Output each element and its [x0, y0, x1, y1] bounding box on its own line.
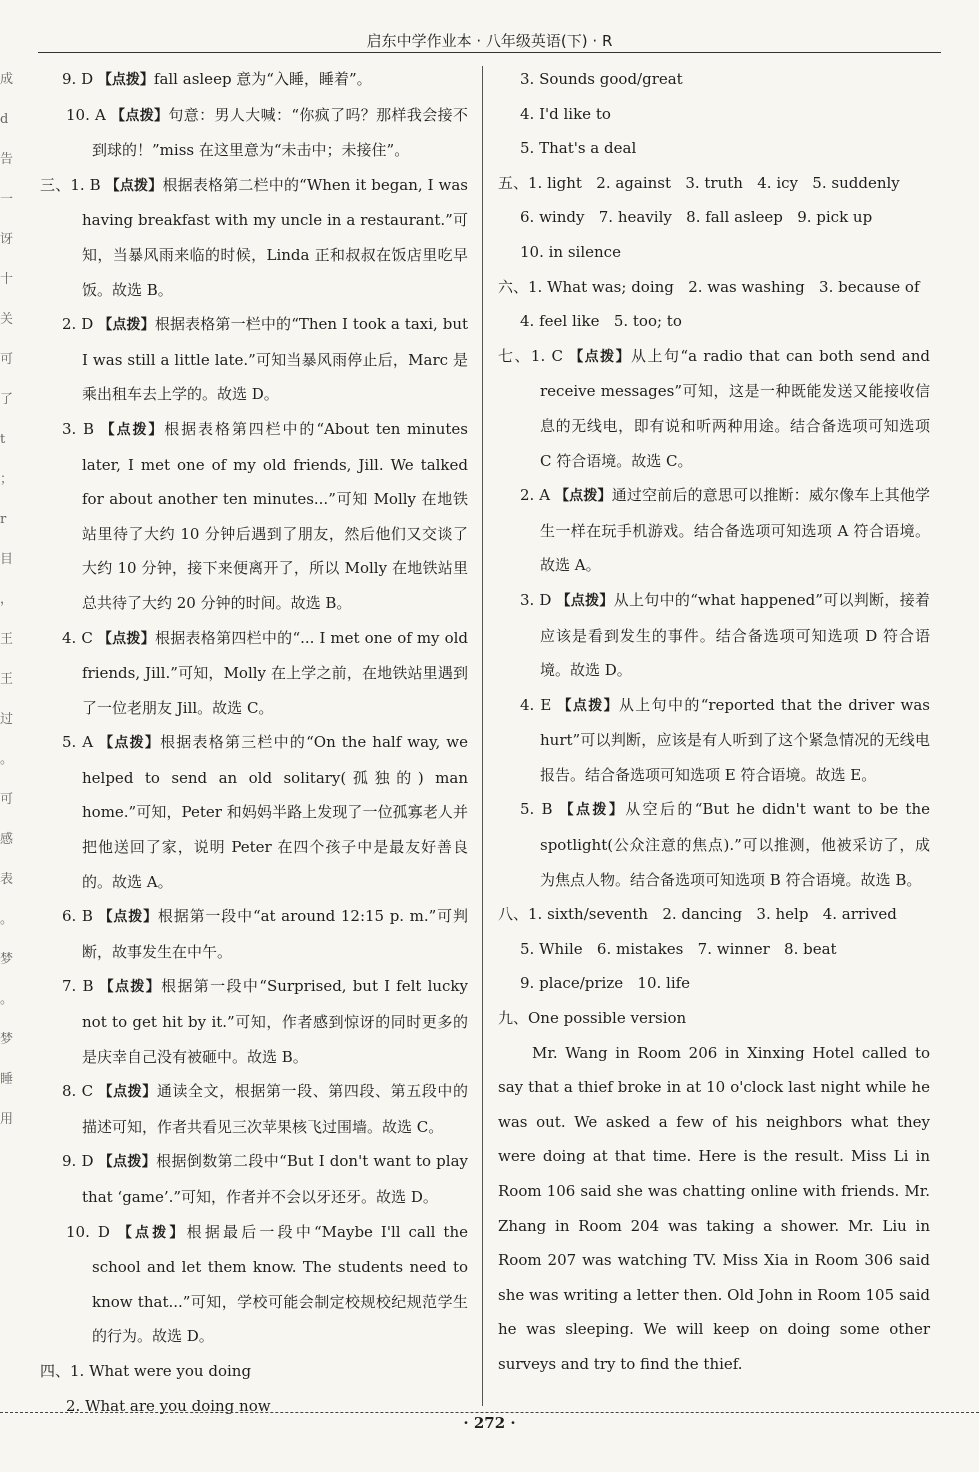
answer-item — [40, 725, 468, 899]
hint-tag: 【点拨】 — [100, 421, 165, 438]
answer-text: 根据倒数第二段中“But I don't want to play that ‘game’.”可知，作者并不会以牙还牙。故选 D。 — [82, 1152, 469, 1206]
answer-label: 4. C — [62, 628, 93, 647]
answer-text: 根据表格第三栏中的“On the half way, we helped to send an old solitary(孤独的) man home.”可知，Peter 和妈妈半路上发现了一位孤寡老人并把他送回了家，说明 Peter 在四个孩子中是最友好善良的。故选 A。 — [82, 733, 468, 891]
footer-rule — [0, 1412, 979, 1413]
answer-text: 从上句“a radio that can both send and receive messages”可知，这是一种既能发送又能接收信息的无线电，即有说和听两种用途。结合备选项可知选项 C 符合语境。故选 C。 — [540, 346, 930, 470]
answer-label: 9. D — [62, 1152, 94, 1171]
answer-item — [40, 1215, 468, 1354]
edge-char: 了 — [0, 392, 14, 407]
answer-line: 五、1. light 2. against 3. truth 4. icy 5. suddenly — [498, 173, 900, 192]
answer-text: 从空后的“But he didn't want to be the spotlight(公众注意的焦点).”可以推测，他被采访了，成为焦点人物。结合备选项可知选项 B 符合语境。故选 B。 — [540, 800, 930, 889]
edge-char: 过 — [0, 712, 14, 727]
answer-label: 10. D — [66, 1222, 110, 1241]
answer-label: 2. A — [520, 486, 551, 505]
edge-char: 成 — [0, 72, 14, 87]
hint-tag: 【点拨】 — [98, 317, 155, 334]
answer-label: 9. D — [62, 70, 94, 88]
hint-tag: 【点拨】 — [105, 177, 163, 194]
answer-item — [40, 899, 468, 969]
page-number: · 272 · — [463, 1414, 516, 1432]
answer-item — [40, 307, 468, 412]
answer-item — [40, 98, 468, 168]
answer-label: 10. A — [66, 105, 106, 124]
answer-text: 根据第一段中“at around 12:15 p. m.”可判断，故事发生在中午。 — [82, 907, 469, 961]
edge-char: 梦 — [0, 952, 14, 967]
answer-line: 六、1. What was; doing 2. was washing 3. because of — [498, 277, 920, 296]
edge-char: 关 — [0, 312, 14, 327]
edge-char: r — [0, 512, 7, 527]
edge-char: 一 — [0, 192, 14, 207]
answer-item — [40, 1144, 468, 1214]
answer-text: 根据第一段中“Surprised, but I felt lucky not to get hit by it.”可知，作者感到惊讶的同时更多的是庆幸自己没有被砸中。故选 B。 — [82, 977, 468, 1066]
hint-tag: 【点拨】 — [98, 909, 158, 926]
hint-tag: 【点拨】 — [98, 1084, 157, 1101]
answer-text: 从上句中的“reported that the driver was hurt”可以判断，应该是有人听到了这个紧急情况的无线电报告。结合备选项可知选项 E 符合语境。故选 E。 — [540, 695, 931, 784]
hint-tag: 【点拨】 — [559, 802, 626, 819]
answer-label: 4. E — [520, 695, 552, 714]
hint-tag: 【点拨】 — [557, 697, 619, 714]
answer-line: 八、1. sixth/seventh 2. dancing 3. help 4. arrived — [498, 905, 897, 924]
answer-line: 10. in silence — [520, 242, 621, 261]
answer-text: 从上句中的“what happened”可以判断，接着应该是看到发生的事件。结合备选项可知选项 D 符合语境。故选 D。 — [540, 590, 930, 680]
edge-char: 表 — [0, 872, 14, 887]
answer-label: 8. C — [62, 1082, 94, 1101]
answer-label: 七、1. C — [498, 346, 563, 365]
left-column — [40, 62, 468, 1423]
answer-item — [40, 62, 468, 98]
answer-label: 5. B — [520, 800, 553, 819]
edge-char: t — [0, 432, 6, 447]
section-heading: 九、One possible version — [498, 1009, 687, 1028]
answer-line: 2. What are you doing now — [66, 1396, 271, 1415]
answer-item — [40, 412, 468, 621]
answer-item — [498, 583, 930, 688]
answer-label: 三、1. B — [40, 175, 101, 194]
answer-item — [40, 621, 468, 726]
hint-tag: 【点拨】 — [569, 348, 632, 365]
edge-char: 可 — [0, 792, 14, 807]
answer-label: 3. D — [520, 590, 552, 609]
answer-text: 根据表格第一栏中的“Then I took a taxi, but I was still a little late.”可知当暴风雨停止后，Marc 是乘出租车去上学的。故选 D。 — [82, 315, 469, 404]
answer-item — [498, 339, 930, 478]
answer-item — [40, 969, 468, 1074]
edge-char: 感 — [0, 832, 14, 847]
edge-char: 王 — [0, 632, 14, 647]
answer-label: 7. B — [62, 977, 94, 996]
edge-char: 。 — [0, 912, 14, 927]
answer-text: 句意：男人大喊：“你疯了吗？那样我会接不到球的！”miss 在这里意为“未击中；未接住”。 — [92, 105, 468, 160]
hint-tag: 【点拨】 — [98, 1154, 157, 1171]
hint-tag: 【点拨】 — [97, 72, 154, 88]
edge-char: 告 — [0, 152, 14, 167]
header-rule — [38, 52, 941, 53]
hint-tag: 【点拨】 — [555, 488, 612, 505]
edge-char: 。 — [0, 992, 14, 1007]
edge-char: 可 — [0, 352, 14, 367]
answer-label: 5. A — [62, 733, 94, 752]
answer-line: 4. I'd like to — [520, 104, 611, 123]
edge-char: 十 — [0, 272, 14, 287]
edge-char: ； — [0, 472, 14, 487]
column-divider — [482, 66, 483, 1406]
answer-line: 5. While 6. mistakes 7. winner 8. beat — [520, 939, 837, 958]
edge-char: 梦 — [0, 1032, 14, 1047]
answer-line: 5. That's a deal — [520, 139, 637, 158]
answer-text: fall asleep 意为“入睡，睡着”。 — [153, 70, 372, 88]
hint-tag: 【点拨】 — [110, 107, 169, 124]
hint-tag: 【点拨】 — [117, 1224, 187, 1241]
hint-tag: 【点拨】 — [99, 735, 161, 752]
edge-char: 王 — [0, 672, 14, 687]
right-column — [498, 62, 930, 1382]
page-edge-bleed — [0, 60, 12, 1140]
answer-text: 通读全文，根据第一段、第四段、第五段中的描述可知，作者共看见三次苹果核飞过围墙。故选 C。 — [82, 1082, 468, 1136]
answer-text: 根据表格第二栏中的“When it began, I was having breakfast with my uncle in a restaurant.”可知，当暴风雨来临的时候，Linda 正和叔叔在饭店里吃早饭。故选 B。 — [82, 175, 468, 299]
answer-item — [498, 478, 930, 583]
answer-line: 9. place/prize 10. life — [520, 974, 691, 993]
hint-tag: 【点拨】 — [99, 979, 162, 996]
answer-text: 根据最后一段中“Maybe I'll call the school and let them know. The students need to know that...”可知，学校可能会制定校规校纪规范学生的行为。故选 D。 — [92, 1222, 468, 1346]
answer-item — [40, 1074, 468, 1144]
edge-char: 讶 — [0, 232, 14, 247]
hint-tag: 【点拨】 — [556, 592, 614, 609]
edge-char: d — [0, 112, 9, 127]
answer-line: 四、1. What were you doing — [40, 1361, 252, 1380]
answer-label: 3. B — [62, 419, 94, 438]
answer-line: 6. windy 7. heavily 8. fall asleep 9. pick up — [520, 208, 873, 227]
answer-item — [498, 688, 930, 793]
model-essay: Mr. Wang in Room 206 in Xinxing Hotel called to say that a thief broke in at 10 o'clock last night while he was out. We asked a few of his neighbors what they were doing at that time. Here is the result. Miss Li in Room 106 said she was chatting online with friends. Mr. Zhang in Room 204 was taking a shower. Mr. Liu in Room 207 was watching TV. Miss Xia in Room 306 said she was writing a letter then. Old John in Room 105 said he was sleeping. We will keep on doing some other surveys and try to find the thief. — [498, 1043, 930, 1373]
edge-char: 睡 — [0, 1072, 14, 1087]
edge-char: 。 — [0, 752, 14, 767]
answer-line: 3. Sounds good/great — [520, 70, 683, 88]
running-header: 启东中学作业本 · 八年级英语(下) · R — [366, 32, 613, 50]
edge-char: 目 — [0, 552, 14, 567]
hint-tag: 【点拨】 — [97, 630, 155, 647]
answer-item — [40, 168, 468, 307]
answer-label: 6. B — [62, 907, 93, 926]
answer-text: 根据表格第四栏中的“About ten minutes later, I met one of my old friends, Jill. We talked for about another ten minutes...”可知 Molly 在地铁站里待了大约 10 分钟后遇到了朋友，然后他们又交谈了大约 10 分钟，接下来便离开了，所以 Molly 在地铁站里总共待了大约 20 分钟的时间。故选 B。 — [82, 419, 468, 612]
edge-char: ， — [0, 592, 14, 607]
answer-text: 根据表格第四栏中的“... I met one of my old friends, Jill.”可知，Molly 在上学之前，在地铁站里遇到了一位老朋友 Jill。故选 C。 — [82, 628, 468, 717]
answer-text: 通过空前后的意思可以推断：威尔像车上其他学生一样在玩手机游戏。结合备选项可知选项 A 符合语境。故选 A。 — [540, 486, 930, 575]
answer-line: 4. feel like 5. too; to — [520, 312, 682, 331]
answer-item — [498, 792, 930, 897]
edge-char: 用 — [0, 1112, 14, 1127]
answer-label: 2. D — [62, 315, 94, 334]
